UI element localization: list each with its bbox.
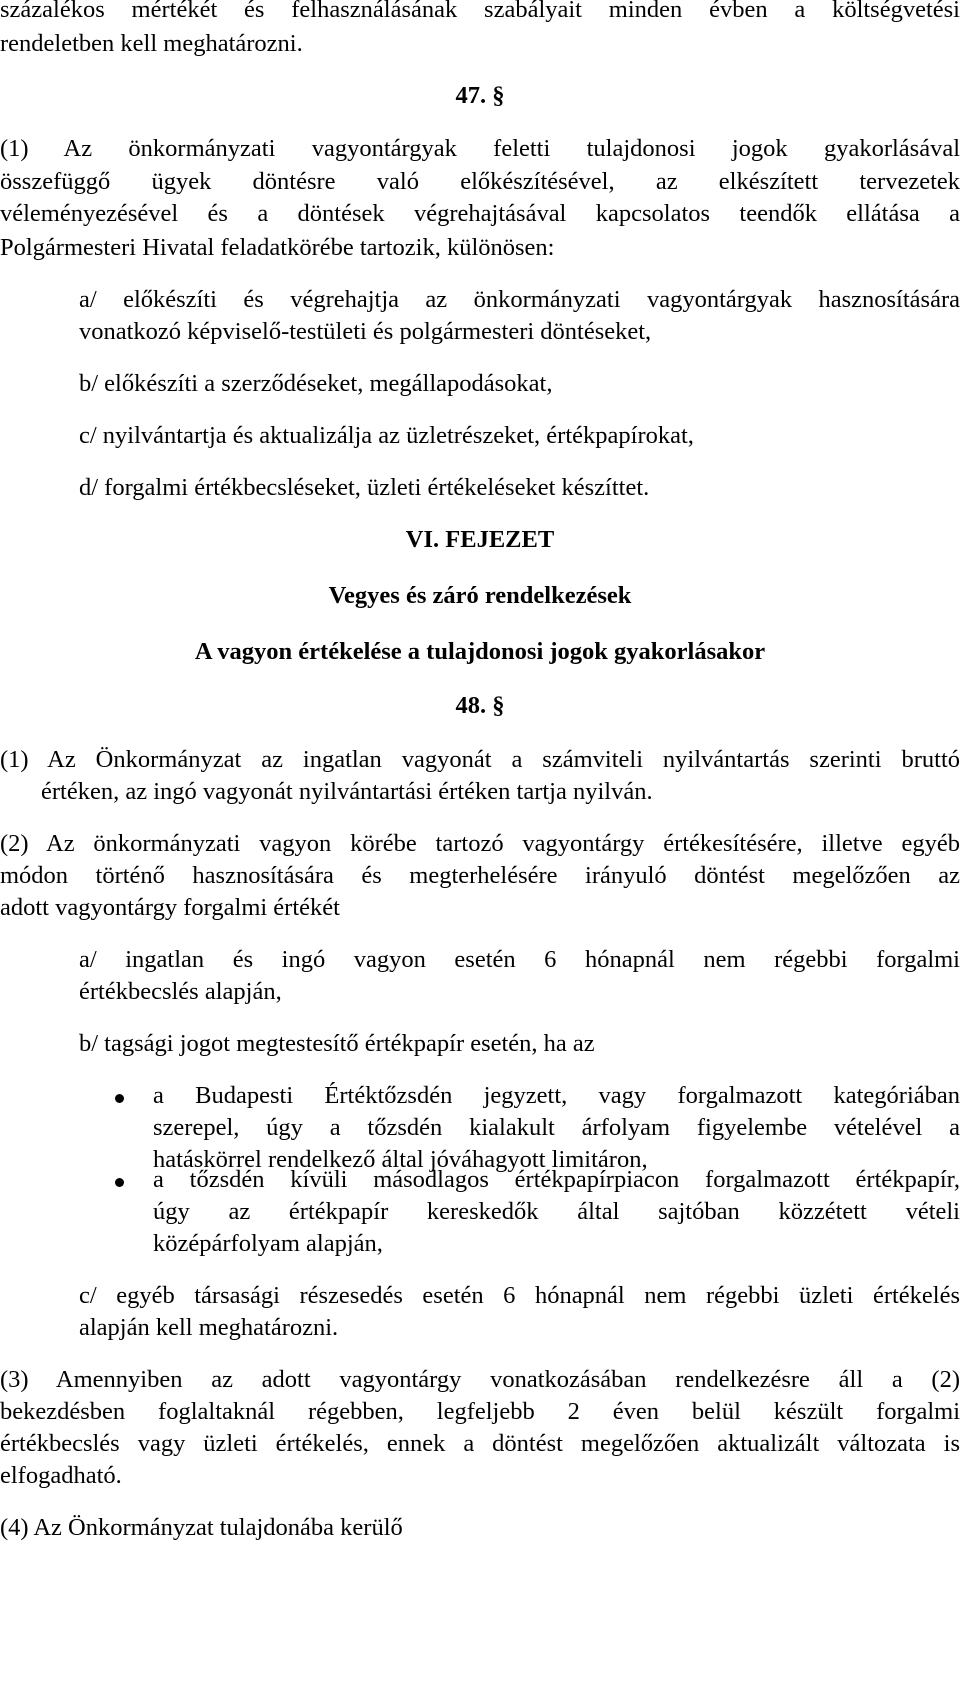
paragraph-line: bekezdésben foglaltaknál régebben, legfeljebb 2 éven belül készült forgalmi xyxy=(0,1398,960,1425)
bullet-item: szerepel, úgy a tőzsdén kialakult árfolyam figyelembe vételével a xyxy=(153,1114,960,1141)
bullet-item: a tőzsdén kívüli másodlagos értékpapírpiacon forgalmazott értékpapír, xyxy=(153,1166,960,1193)
paragraph-line: módon történő hasznosítására és megterhelésére irányuló döntést megelőzően az xyxy=(0,862,960,889)
chapter-number: VI. FEJEZET xyxy=(405,526,555,553)
paragraph-line: véleményezésével és a döntések végrehajtásával kapcsolatos teendők ellátása a xyxy=(0,200,960,227)
bullet-icon xyxy=(115,1178,124,1187)
bullet-item: középárfolyam alapján, xyxy=(153,1230,383,1257)
paragraph-line: (2) Az önkormányzati vagyon körébe tartozó vagyontárgy értékesítésére, illetve egyéb xyxy=(0,830,960,857)
list-item-c: alapján kell meghatározni. xyxy=(79,1314,339,1341)
bullet-icon xyxy=(115,1094,124,1103)
bullet-item: a Budapesti Értéktőzsdén jegyzett, vagy forgalmazott kategóriában xyxy=(153,1082,960,1109)
chapter-title: Vegyes és záró rendelkezések xyxy=(328,582,632,609)
section-heading-47: 47. § xyxy=(455,82,505,109)
paragraph-line: (4) Az Önkormányzat tulajdonába kerülő xyxy=(0,1514,403,1541)
list-item-c: c/ nyilvántartja és aktualizálja az üzletrészeket, értékpapírokat, xyxy=(79,422,694,449)
list-item-a: értékbecslés alapján, xyxy=(79,978,282,1005)
chapter-subtitle: A vagyon értékelése a tulajdonosi jogok gyakorlásakor xyxy=(194,638,766,665)
intro-line: rendeletben kell meghatározni. xyxy=(0,30,303,57)
list-item-c: c/ egyéb társasági részesedés esetén 6 hónapnál nem régebbi üzleti értékelés xyxy=(79,1282,960,1309)
paragraph-line: összefüggő ügyek döntésre való előkészítésével, az elkészített tervezetek xyxy=(0,168,960,195)
paragraph-line: elfogadható. xyxy=(0,1462,122,1489)
intro-line: százalékos mértékét és felhasználásának szabályait minden évben a költségvetési xyxy=(0,0,960,23)
list-item-a: a/ előkészíti és végrehajtja az önkormányzati vagyontárgyak hasznosítására xyxy=(79,286,960,313)
paragraph-line: (1) Az önkormányzati vagyontárgyak feletti tulajdonosi jogok gyakorlásával xyxy=(0,135,960,162)
paragraph-line: adott vagyontárgy forgalmi értékét xyxy=(0,894,340,921)
paragraph-line: Polgármesteri Hivatal feladatkörébe tartozik, különösen: xyxy=(0,234,555,261)
list-item-a: a/ ingatlan és ingó vagyon esetén 6 hónapnál nem régebbi forgalmi xyxy=(79,946,960,973)
list-item-b: b/ tagsági jogot megtestesítő értékpapír esetén, ha az xyxy=(79,1030,595,1057)
section-heading-48: 48. § xyxy=(455,692,505,719)
bullet-item: hatáskörrel rendelkező által jóváhagyott limitáron, xyxy=(153,1146,648,1173)
bullet-item: úgy az értékpapír kereskedők által sajtóban közzétett vételi xyxy=(153,1198,960,1225)
paragraph-line: (3) Amennyiben az adott vagyontárgy vonatkozásában rendelkezésre áll a (2) xyxy=(0,1366,960,1393)
list-item-a: vonatkozó képviselő-testületi és polgármesteri döntéseket, xyxy=(79,318,652,345)
list-item-b: b/ előkészíti a szerződéseket, megállapodásokat, xyxy=(79,370,553,397)
list-item-d: d/ forgalmi értékbecsléseket, üzleti értékeléseket készíttet. xyxy=(79,474,650,501)
paragraph-line: értékbecslés vagy üzleti értékelés, ennek a döntést megelőzően aktualizált változata is xyxy=(0,1430,960,1457)
paragraph-line: (1) Az Önkormányzat az ingatlan vagyonát a számviteli nyilvántartás szerinti bruttó xyxy=(0,746,960,773)
paragraph-line: értéken, az ingó vagyonát nyilvántartási értéken tartja nyilván. xyxy=(41,778,653,805)
